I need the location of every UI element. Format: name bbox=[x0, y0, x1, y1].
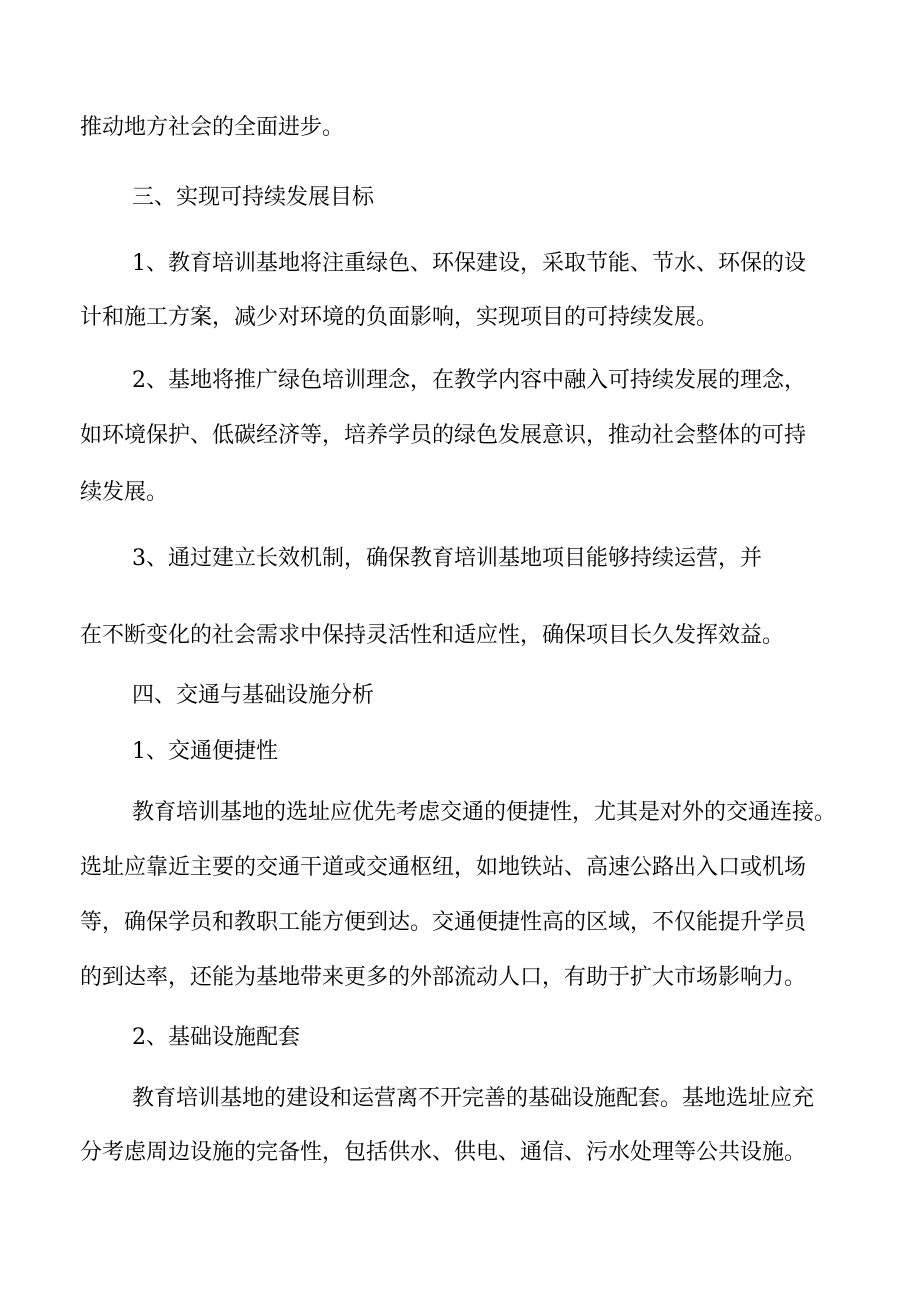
paragraph-line: 教育培训基地的建设和运营离不开完善的基础设施配套。基地选址应充 bbox=[132, 1086, 815, 1111]
paragraph-line: 2、基地将推广绿色培训理念，在教学内容中融入可持续发展的理念， bbox=[132, 368, 806, 393]
subheading-infrastructure: 2、基础设施配套 bbox=[132, 1025, 300, 1050]
subheading-transport-convenience: 1、交通便捷性 bbox=[132, 739, 278, 764]
paragraph-line: 分考虑周边设施的完备性，包括供水、供电、通信、污水处理等公共设施。 bbox=[80, 1140, 807, 1165]
paragraph-line: 教育培训基地的选址应优先考虑交通的便捷性，尤其是对外的交通连接。 bbox=[132, 800, 837, 825]
section-heading-sustainability: 三、实现可持续发展目标 bbox=[132, 185, 375, 210]
paragraph-line: 续发展。 bbox=[80, 480, 169, 505]
paragraph-line: 如环境保护、低碳经济等，培养学员的绿色发展意识，推动社会整体的可持 bbox=[80, 423, 807, 448]
paragraph-line: 等，确保学员和教职工能方便到达。交通便捷性高的区域，不仅能提升学员 bbox=[80, 910, 807, 935]
paragraph-line: 选址应靠近主要的交通干道或交通枢纽，如地铁站、高速公路出入口或机场 bbox=[80, 855, 807, 880]
paragraph-line: 推动地方社会的全面进步。 bbox=[80, 115, 345, 140]
paragraph-line: 的到达率，还能为基地带来更多的外部流动人口，有助于扩大市场影响力。 bbox=[80, 965, 807, 990]
paragraph-line: 1、教育培训基地将注重绿色、环保建设，采取节能、节水、环保的设 bbox=[132, 251, 806, 276]
paragraph-line: 3、通过建立长效机制，确保教育培训基地项目能够持续运营，并 bbox=[132, 546, 762, 571]
section-heading-transport: 四、交通与基础设施分析 bbox=[132, 683, 375, 708]
paragraph-line: 在不断变化的社会需求中保持灵活性和适应性，确保项目长久发挥效益。 bbox=[80, 623, 785, 648]
paragraph-line: 计和施工方案，减少对环境的负面影响，实现项目的可持续发展。 bbox=[80, 305, 719, 330]
